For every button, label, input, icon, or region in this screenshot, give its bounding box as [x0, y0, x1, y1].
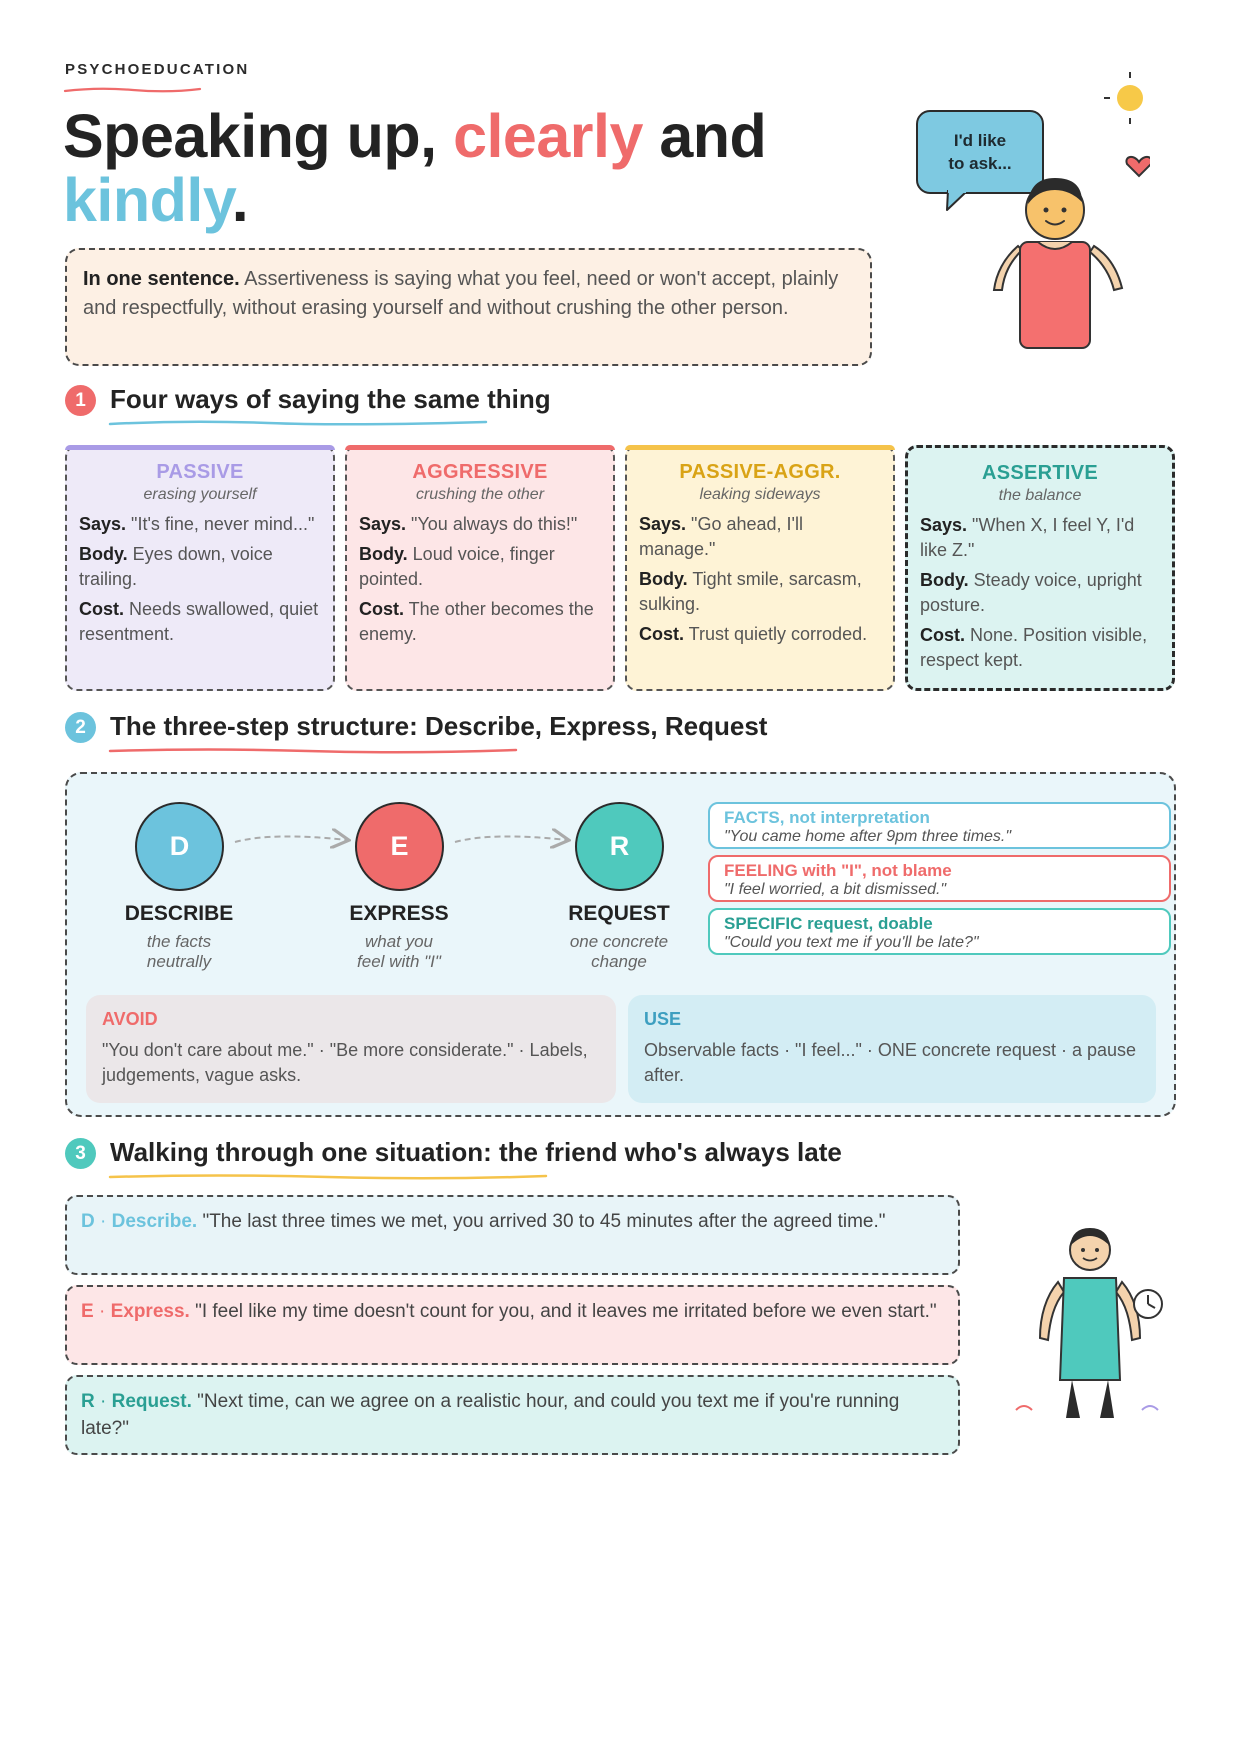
card-passive-aggressive-cost: Cost. Trust quietly corroded.	[639, 624, 868, 644]
walkthrough-express-label: Express.	[110, 1301, 190, 1322]
step-desc-request: one concrete change	[569, 932, 669, 971]
use-box	[628, 995, 1156, 1103]
card-passive-aggressive-accent	[625, 445, 895, 450]
card-assertive-sub: the balance	[998, 487, 1082, 504]
card-assertive-name: ASSERTIVE	[981, 462, 1099, 484]
example-facts	[708, 802, 1171, 849]
walkthrough-express-text: "I feel like my time doesn't count for you, and it leaves me irritated before we even start."	[189, 1301, 937, 1322]
step-name-describe: DESCRIBE	[124, 902, 234, 925]
card-aggressive-body: Body. Loud voice, finger pointed.	[359, 544, 555, 589]
person-figure	[994, 178, 1122, 348]
example-feeling	[708, 855, 1171, 902]
speech-line-2: to ask...	[948, 154, 1012, 173]
section-1-title: Four ways of saying the same thing	[110, 384, 551, 414]
step-circle-request: R	[575, 802, 664, 891]
card-passive-aggressive-name: PASSIVE-AGGR.	[679, 461, 841, 483]
example-feeling-heading: FEELING with "I", not blame	[724, 861, 952, 880]
section-1-number: 1	[65, 385, 96, 416]
card-passive	[65, 445, 335, 691]
use-heading: USE	[644, 1009, 682, 1029]
card-passive-aggressive-sub: leaking sideways	[699, 486, 821, 503]
page-title	[63, 104, 766, 232]
card-aggressive-says: Says. "You always do this!"	[359, 514, 578, 534]
card-aggressive	[345, 445, 615, 691]
card-passive-aggressive-says: Says. "Go ahead, I'll manage."	[639, 514, 803, 559]
avoid-heading: AVOID	[102, 1009, 158, 1029]
example-request-quote: "Could you text me if you'll be late?"	[724, 934, 979, 951]
card-assertive-cost: Cost. None. Position visible, respect kept.	[920, 625, 1148, 670]
example-facts-quote: "You came home after 9pm three times."	[724, 828, 1012, 845]
walkthrough-describe-letter: D	[81, 1211, 95, 1232]
section-2-title: The three-step structure: Describe, Express, Request	[110, 711, 768, 741]
intro-text: Assertiveness is saying what you feel, need or won't accept, plainly and respectfully, without erasing yourself and without crushing the other person.	[83, 268, 839, 319]
use-text: Observable facts · "I feel..." · ONE concrete request · a pause after.	[644, 1040, 1136, 1085]
card-aggressive-name: AGGRESSIVE	[412, 461, 548, 483]
card-aggressive-sub: crushing the other	[415, 486, 545, 503]
section-3-underline	[108, 1172, 548, 1182]
title-highlight-clearly: clearly	[453, 102, 643, 170]
card-assertive	[905, 445, 1175, 691]
card-passive-body: Body. Eyes down, voice trailing.	[79, 544, 273, 589]
speaker-illustration	[970, 60, 1150, 360]
step-circle-describe: D	[135, 802, 224, 891]
section-3-number: 3	[65, 1138, 96, 1169]
card-passive-says: Says. "It's fine, never mind..."	[79, 514, 315, 534]
walkthrough-describe-label: Describe.	[111, 1211, 198, 1232]
step-desc-express: what you feel with "I"	[357, 932, 441, 971]
walkthrough-request-label: Request.	[111, 1391, 192, 1412]
card-passive-cost: Cost. Needs swallowed, quiet resentment.	[79, 599, 319, 644]
section-2-underline	[108, 746, 518, 756]
person-figure-2	[1040, 1228, 1140, 1418]
card-passive-aggressive-body: Body. Tight smile, sarcasm, sulking.	[639, 569, 862, 614]
step-name-request: REQUEST	[568, 902, 670, 925]
walkthrough-describe-text: "The last three times we met, you arrived 30 to 45 minutes after the agreed time."	[197, 1211, 886, 1232]
title-part-2: and	[642, 102, 767, 170]
title-highlight-kindly: kindly	[63, 166, 232, 234]
avoid-text: "You don't care about me." · "Be more considerate." · Labels, judgements, vague asks.	[102, 1040, 588, 1085]
section-3-title: Walking through one situation: the friend who's always late	[110, 1137, 842, 1167]
walkthrough-describe: D · Describe. "The last three times we met, you arrived 30 to 45 minutes after the agreed time."	[65, 1195, 960, 1275]
section-2-number: 2	[65, 712, 96, 743]
card-assertive-says: Says. "When X, I feel Y, I'd like Z."	[920, 515, 1135, 560]
card-passive-accent	[65, 445, 335, 450]
step-desc-describe: the facts neutrally	[146, 932, 212, 971]
title-period: .	[231, 166, 249, 234]
walkthrough-express-letter: E	[81, 1301, 94, 1322]
intro-lead: In one sentence.	[83, 268, 240, 290]
walkthrough-request-text: "Next time, can we agree on a realistic hour, and could you text me if you're running late?"	[81, 1391, 900, 1439]
card-assertive-body: Body. Steady voice, upright posture.	[920, 570, 1142, 615]
heart-icon	[1126, 157, 1150, 176]
sun-icon	[1104, 72, 1150, 124]
clock-icon	[1134, 1290, 1162, 1318]
step-name-express: EXPRESS	[349, 902, 449, 925]
title-part-1: Speaking up,	[63, 102, 454, 170]
card-aggressive-accent	[345, 445, 615, 450]
structure-panel	[65, 772, 1176, 1117]
card-passive-aggressive	[625, 445, 895, 691]
example-request-heading: SPECIFIC request, doable	[724, 914, 933, 933]
card-passive-name: PASSIVE	[156, 461, 244, 483]
walkthrough-request-letter: R	[81, 1391, 95, 1412]
step-circle-express: E	[355, 802, 444, 891]
speech-line-1: I'd like	[953, 131, 1007, 150]
example-feeling-quote: "I feel worried, a bit dismissed."	[724, 881, 947, 898]
kicker-underline	[63, 86, 203, 94]
intro-box	[65, 248, 872, 366]
example-request	[708, 908, 1171, 955]
card-passive-sub: erasing yourself	[143, 486, 257, 503]
section-1-underline	[108, 418, 488, 428]
avoid-box	[86, 995, 616, 1103]
card-aggressive-cost: Cost. The other becomes the enemy.	[359, 599, 594, 644]
kicker-label: PSYCHOEDUCATION	[65, 61, 250, 78]
walkthrough-express: E · Express. "I feel like my time doesn't count for you, and it leaves me irritated before we even start."	[65, 1285, 960, 1365]
waiting-person-illustration	[1010, 1220, 1170, 1420]
example-facts-heading: FACTS, not interpretation	[724, 808, 930, 827]
walkthrough-request: R · Request. "Next time, can we agree on a realistic hour, and could you text me if you're running late?"	[65, 1375, 960, 1455]
